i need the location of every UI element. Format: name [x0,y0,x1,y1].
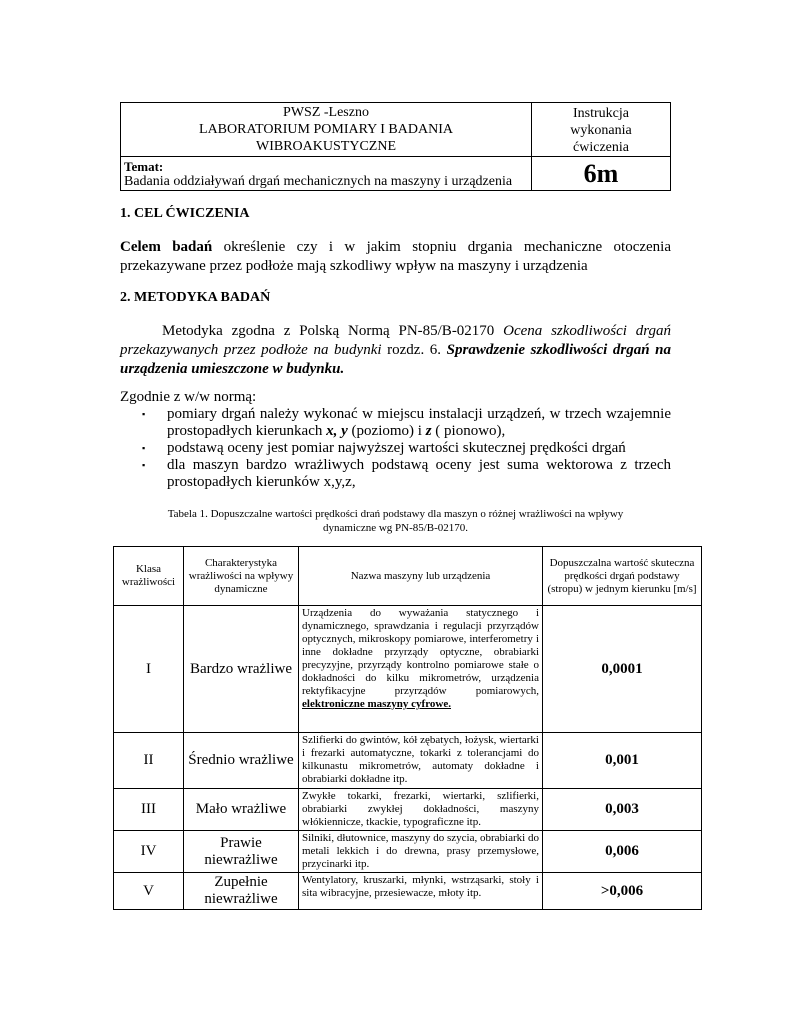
row-characteristic: Bardzo wrażliwe [184,606,299,733]
exercise-number: 6m [532,157,671,191]
row-characteristic: Średnio wrażliwe [184,733,299,789]
instruction-cell [532,103,671,157]
row-value: 0,001 [543,733,702,789]
goal-lead: Celem badań [120,239,213,255]
bullet-1-z: z [425,423,432,439]
lab-name-line1: LABORATORIUM POMIARY I BADANIA [199,122,453,137]
header-table [120,102,671,191]
bullet-icon: ▪ [142,443,146,453]
list-item [120,406,671,440]
row-klasa: IV [114,831,184,873]
bullet-1-xy: x, y [326,423,348,439]
row-characteristic: Zupełnie niewrażliwe [184,873,299,910]
bullet-2-text: podstawą oceny jest pomiar najwyższej wartości skutecznej prędkości drgań [167,440,626,456]
topic-label: Temat: [124,159,164,174]
row-value: >0,006 [543,873,702,910]
list-item [120,440,671,457]
goal-text: określenie czy i w jakim stopniu drgania mechaniczne otoczenia przekazywane przez podłoże mają szkodliwy wpływ na maszyny i urządzenia [120,239,671,274]
table-row [114,789,702,831]
table-row [114,606,702,733]
section-2-paragraph [120,322,671,379]
row-description-emphasis: elektroniczne maszyny cyfrowe. [302,698,451,710]
row-description: Silniki, dłutownice, maszyny do szycia, obrabiarki do metali lekkich i do drewna, prasy przemysłowe, przycinarki itp. [299,831,543,873]
method-text-a: Metodyka zgodna z Polską Normą PN-85/B-02170 [162,323,504,339]
row-klasa: II [114,733,184,789]
row-description: Zwykłe tokarki, frezarki, wiertarki, szlifierki, obrabiarki zwykłej dokładności, maszyny włókiennicze, tkackie, typograficzne itp. [299,789,543,831]
table-row [114,873,702,910]
sensitivity-table [113,546,702,910]
row-klasa: V [114,873,184,910]
row-klasa: I [114,606,184,733]
bullet-3-text: dla maszyn bardzo wrażliwych podstawą oceny jest suma wektorowa z trzech prostopadłych kierunków x,y,z, [167,457,671,490]
method-chapter-title: Sprawdzenie szkodliwości drgań na urządzenia umieszczone w budynku. [120,342,672,377]
row-description: Wentylatory, kruszarki, młynki, wstrząsarki, stoły i sita wibracyjne, przesiewacze, młoty itp. [299,873,543,910]
section-1-paragraph [120,238,671,276]
section-1-heading: 1. CEL ĆWICZENIA [120,206,250,221]
topic-text: Badania oddziaływań drgań mechanicznych na maszyny i urządzenia [124,174,513,189]
table-row [114,733,702,789]
bullet-1-text: pomiary drgań należy wykonać w miejscu instalacji urządzeń, w trzech wzajemnie prostopadłych kierunkach [167,406,671,439]
header-klasa: Klasa wrażliwości [114,547,184,606]
row-value: 0,003 [543,789,702,831]
bullet-1-text-c: ( pionowo), [431,423,506,439]
method-norm-title: Ocena szkodliwości drgań przekazywanych przez podłoże na budynki [120,323,671,358]
row-characteristic: Prawie niewrażliwe [184,831,299,873]
lab-name-line2: WIBROAKUSTYCZNE [256,139,396,154]
section-2-heading: 2. METODYKA BADAŃ [120,290,271,305]
topic-cell [121,157,532,191]
lab-title-cell [121,103,532,157]
row-value: 0,0001 [543,606,702,733]
bullet-icon: ▪ [142,460,146,470]
bullet-icon: ▪ [142,409,146,419]
header-allowed-value: Dopuszczalna wartość skuteczna prędkości drgań podstawy (stropu) w jednym kierunku [m/s] [543,547,702,606]
header-characteristic: Charakterystyka wrażliwości na wpływy dynamiczne [184,547,299,606]
table-row [114,831,702,873]
norm-intro: Zgodnie z w/w normą: [120,389,257,405]
row-description [299,606,543,733]
row-description: Szlifierki do gwintów, kół zębatych, łożysk, wiertarki i frezarki automatyczne, tokarki z tolerancjami do kilkunastu mikrometrów, automaty dokładne i obrabiarki dokładne itp. [299,733,543,789]
list-item [120,457,671,491]
school-name: PWSZ -Leszno [283,105,369,120]
bullet-1-text-b: (poziomo) i [347,423,426,439]
row-description-text: Urządzenia do wyważania statycznego i dynamicznego, sprawdzania i regulacji przyrządów optycznych, mikroskopy pomiarowe, interferometry i inne dokładne przyrządy optyczne, obrabiarki precyzyjne, przyrządy kontrolno pomiarowe stałe o dokładności do kilku mikrometrów, urządzenia rektyfikacyjne przyrządów pomiarowych, [302,607,539,697]
row-value: 0,006 [543,831,702,873]
instruction-line1: Instrukcja [573,106,629,121]
instruction-line3: ćwiczenia [573,140,629,155]
header-machine-name: Nazwa maszyny lub urządzenia [299,547,543,606]
table-caption: Tabela 1. Dopuszczalne wartości prędkości drań podstawy dla maszyn o różnej wrażliwości na wpływy dynamiczne wg PN-85/B-02170. [167,508,624,534]
row-characteristic: Mało wrażliwe [184,789,299,831]
row-klasa: III [114,789,184,831]
bullet-list [120,406,671,491]
instruction-line2: wykonania [570,123,632,138]
method-text-b: rozdz. 6. [381,342,447,358]
